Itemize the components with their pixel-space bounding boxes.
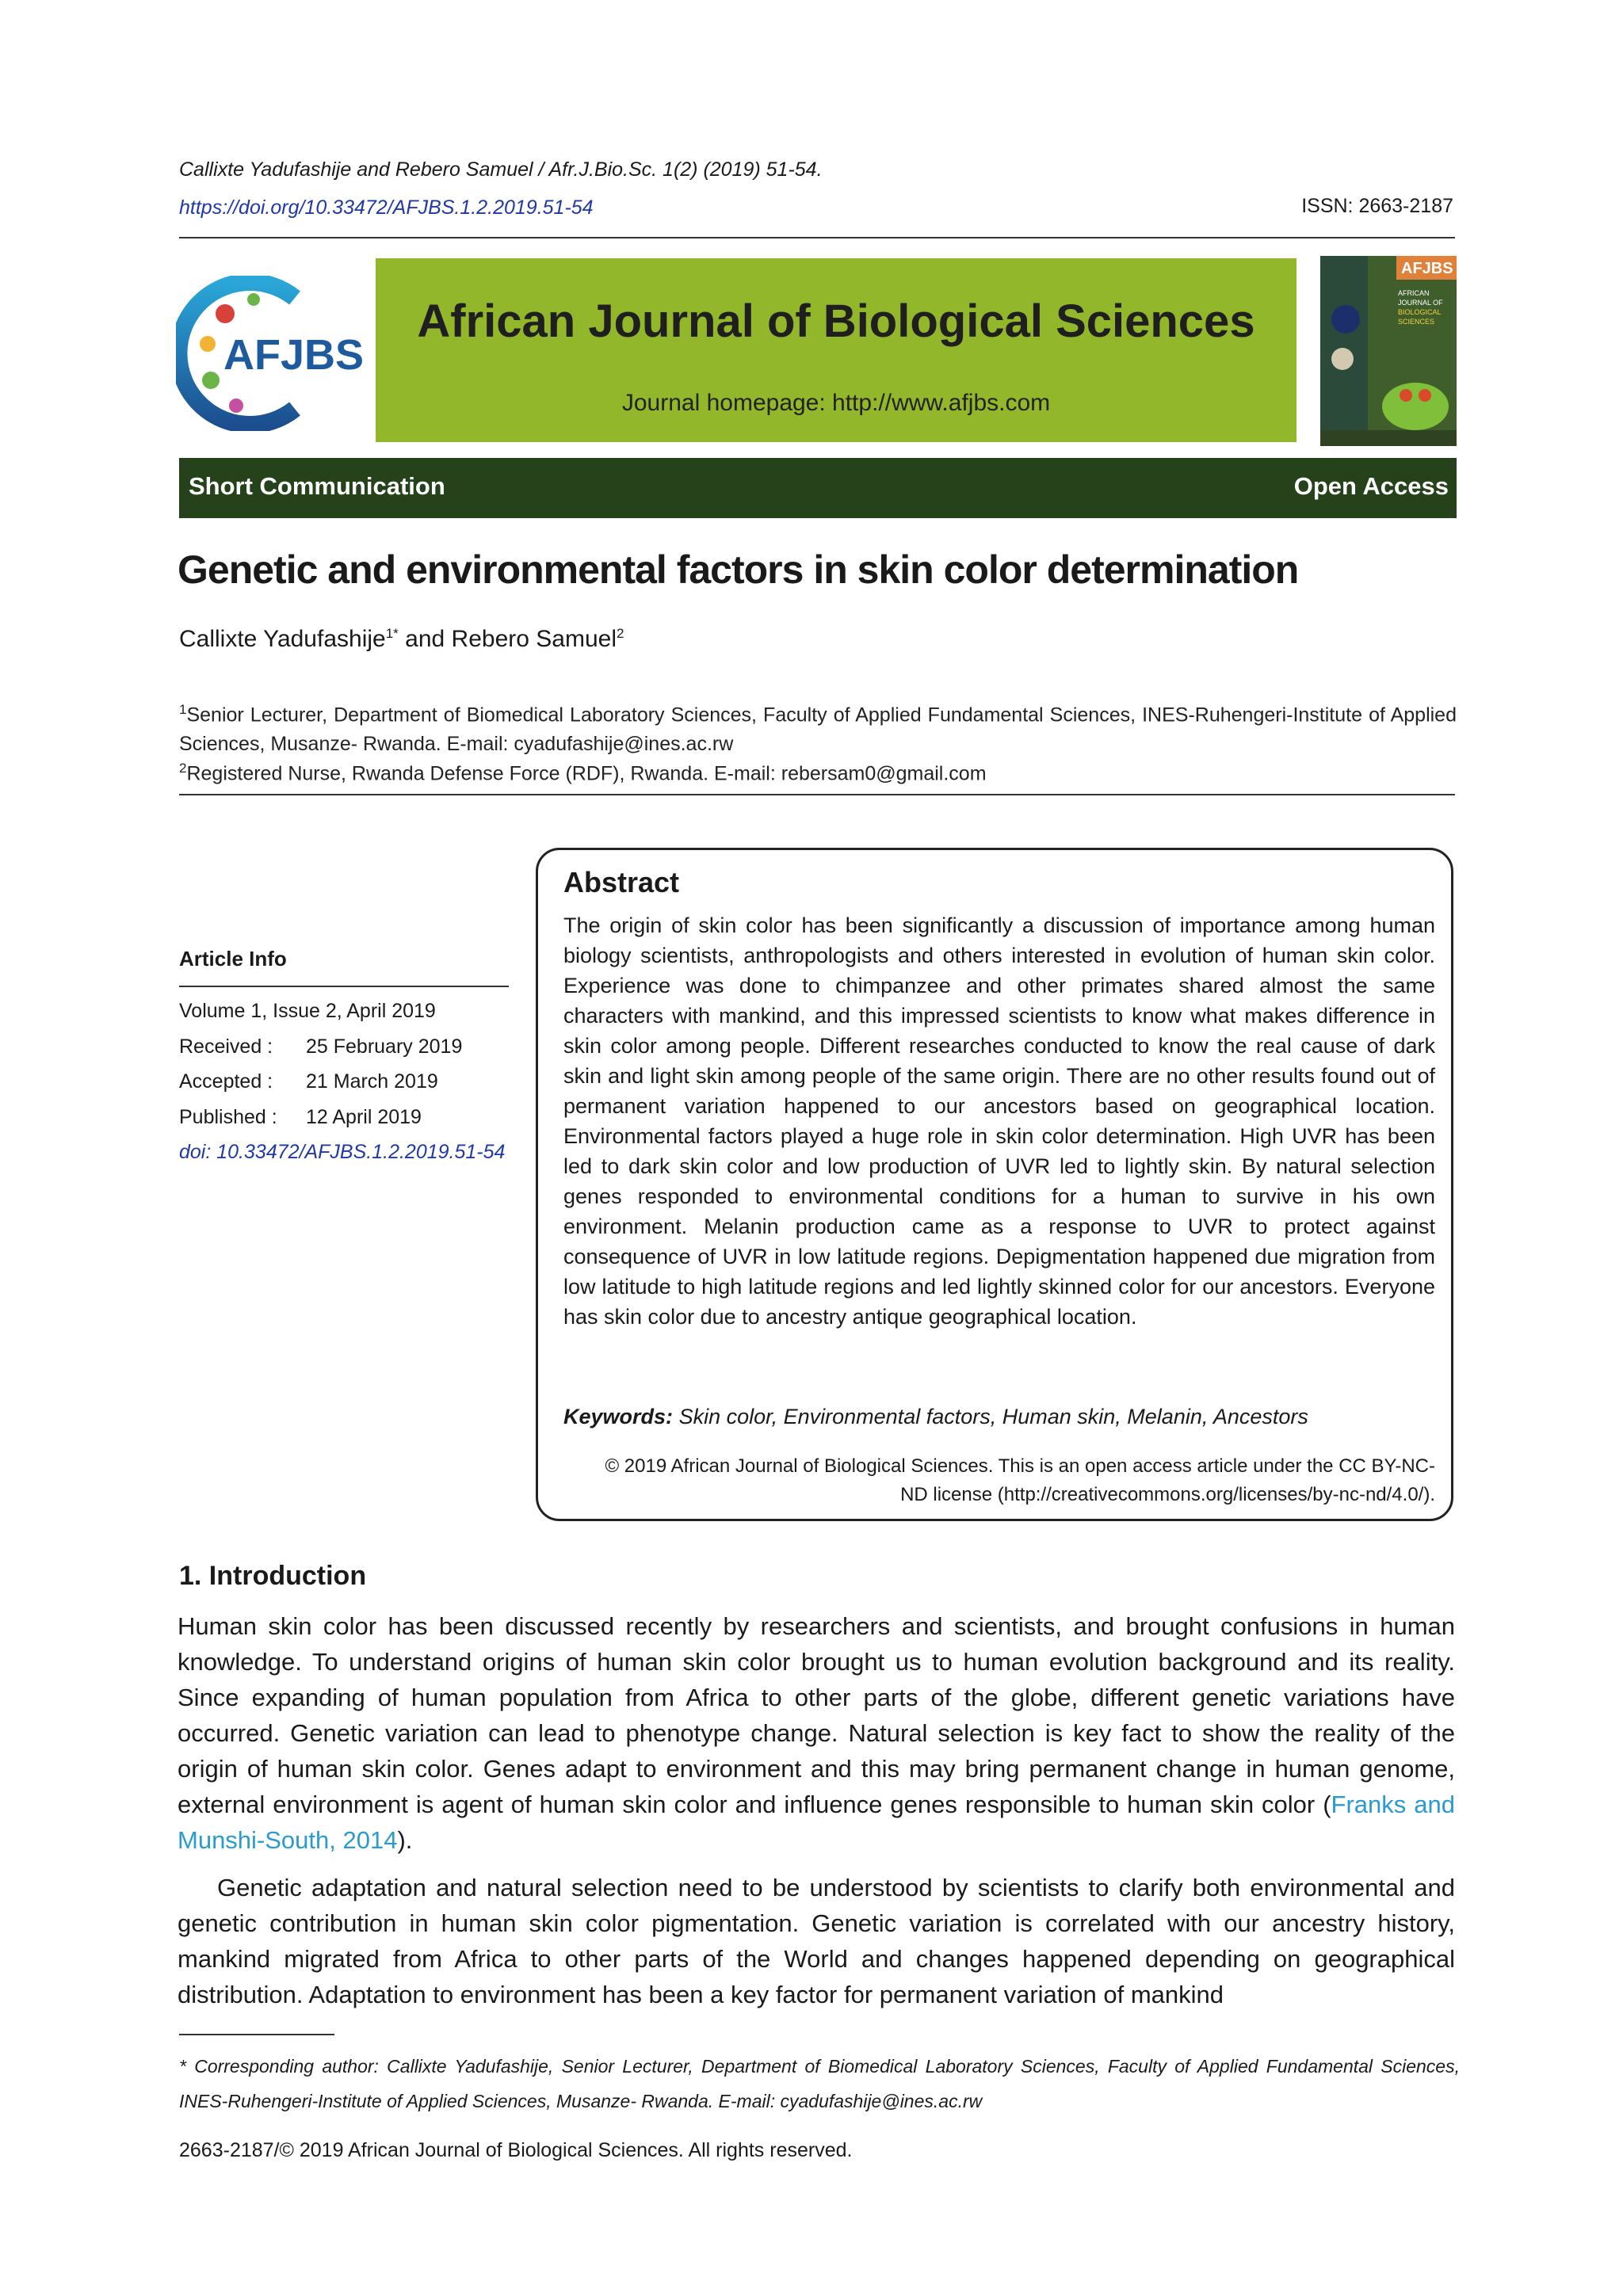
journal-banner — [376, 258, 1296, 442]
article-title: Genetic and environmental factors in skin color determination — [178, 547, 1299, 592]
affiliation — [179, 753, 1457, 788]
keywords-list: Skin color, Environmental factors, Human skin, Melanin, Ancestors — [678, 1405, 1308, 1428]
svg-text:BIOLOGICAL: BIOLOGICAL — [1398, 308, 1442, 316]
license-notice: © 2019 African Journal of Biological Sciences. This is an open access article under the CC BY-NC-ND license (http://creativecommons.org/licenses/by-nc-nd/4.0/). — [605, 1455, 1435, 1505]
author-separator: and — [398, 626, 452, 652]
issn: ISSN: 2663-2187 — [1301, 195, 1453, 217]
article-doi-link[interactable]: doi: 10.33472/AFJBS.1.2.2019.51-54 — [179, 1141, 506, 1163]
affiliation-text: Senior Lecturer, Department of Biomedical Laboratory Sciences, Faculty of Applied Fundamental Sciences, INES-Ruhengeri-Institute of Applied Sciences, Musanze- Rwanda. E-mail: cyadufashije@ines.ac.rw — [179, 704, 1457, 756]
author-affiliation-mark: 1* — [385, 626, 399, 641]
journal-homepage[interactable]: Journal homepage: http://www.afjbs.com — [621, 390, 1051, 416]
cover-image-icon — [1320, 256, 1457, 446]
keywords-label: Keywords: — [563, 1405, 674, 1428]
published-date — [179, 1106, 422, 1129]
author-name: Rebero Samuel — [451, 626, 617, 652]
header-rule — [179, 237, 1455, 238]
published-value: 12 April 2019 — [306, 1106, 422, 1128]
received-value: 25 February 2019 — [306, 1035, 463, 1058]
paragraph-text: Human skin color has been discussed recently by researchers and scientists, and brought confusions in human knowledge. To understand origins of human skin color brought us to human evolution background and its reality. Since expanding of human population from Africa to other parts of the globe, different genetic variations have occurred. Genetic variation can lead to phenotype change. Natural selection is key fact to show the reality of the origin of human skin color. Genes adapt to environment and this may bring permanent change in human genome, external environment is agent of human skin color and influence genes responsible to human skin color ( — [178, 1612, 1455, 1818]
accepted-date — [179, 1070, 438, 1093]
author-list — [179, 626, 624, 653]
svg-text:JOURNAL OF: JOURNAL OF — [1398, 299, 1443, 307]
corresponding-author-footnote: * Corresponding author: Callixte Yadufashije, Senior Lecturer, Department of Biomedical Laboratory Sciences, Faculty of Applied Fundamental Sciences, INES-Ruhengeri-Institute of Applied Sciences, Musanze- Rwanda. E-mail: cyadufashije@ines.ac.rw — [179, 2056, 1460, 2111]
journal-cover-thumbnail — [1320, 256, 1457, 446]
accepted-value: 21 March 2019 — [306, 1070, 438, 1093]
footnote-rule — [179, 2034, 334, 2035]
received-label: Received : — [179, 1035, 273, 1058]
received-date — [179, 1035, 462, 1058]
article-type-bar — [179, 458, 1457, 518]
svg-text:AFRICAN: AFRICAN — [1398, 289, 1430, 297]
paragraph-text: ). — [397, 1826, 413, 1854]
svg-text:AFJBS: AFJBS — [223, 331, 363, 379]
article-volume: Volume 1, Issue 2, April 2019 — [179, 1000, 436, 1022]
abstract-text: The origin of skin color has been significantly a discussion of importance among human biology scientists, anthropologists and others interested in evolution of human skin color. Experience was done to chimpanzee and other primates shared almost the same characters with mankind, and this impressed scientists to know what makes difference in skin color among people. Different researches conducted to know the real cause of dark skin and light skin among people of the same origin. There are no other results found out of permanent variation happened to our ancestors based on geographical location. Environmental factors played a huge role in skin color determination. High UVR has been led to dark skin color and low production of UVR led to lightly skin. By natural selection genes responded to environmental conditions for a human to survive in his own environment. Melanin production came as a response to UVR to protect against consequence of UVR in low latitude regions. Depigmentation happened due migration from low latitude to high latitude regions and led lightly skinned color for our ancestors. Everyone has skin color due to ancestry antique geographical location. — [563, 913, 1435, 1329]
citation-link[interactable]: Franks and Munshi-South, 2014 — [178, 1791, 1455, 1854]
accepted-label: Accepted : — [179, 1070, 273, 1093]
affiliation-mark: 2 — [179, 761, 187, 776]
svg-text:SCIENCES: SCIENCES — [1398, 318, 1435, 326]
doi-link[interactable]: https://doi.org/10.33472/AFJBS.1.2.2019.51-54 — [179, 196, 594, 219]
keywords — [563, 1405, 1435, 1429]
journal-logo — [176, 276, 363, 431]
article-info-heading: Article Info — [179, 947, 287, 971]
copyright-footer: 2663-2187/© 2019 African Journal of Biological Sciences. All rights reserved. — [179, 2139, 853, 2161]
body-paragraph: Genetic adaptation and natural selection need to be understood by scientists to clarify both environmental and genetic contribution in human skin color pigmentation. Genetic variation is correlated with our ancestry history, mankind migrated from Africa to other parts of the World and changes happened depending on geographical distribution. Adaptation to environment has been a key factor for permanent variation of mankind — [178, 1874, 1455, 2008]
abstract-box — [536, 848, 1453, 1521]
cover-label: AFJBS — [1401, 260, 1453, 277]
author-name: Callixte Yadufashije — [179, 626, 386, 652]
author-affiliation-mark: 2 — [616, 626, 624, 641]
affiliation-text: Registered Nurse, Rwanda Defense Force (RDF), Rwanda. E-mail: rebersam0@gmail.com — [186, 762, 987, 785]
section-heading-introduction: 1. Introduction — [179, 1561, 367, 1591]
affiliation-rule — [179, 794, 1455, 795]
published-label: Published : — [179, 1106, 277, 1128]
affiliation-mark: 1 — [179, 702, 187, 717]
article-info-rule — [179, 986, 509, 987]
abstract-heading: Abstract — [563, 866, 680, 898]
open-access-badge: Open Access — [1293, 472, 1449, 500]
article-type: Short Communication — [189, 472, 445, 500]
afjbs-logo-icon — [176, 276, 363, 431]
running-citation: Callixte Yadufashije and Rebero Samuel / Afr.J.Bio.Sc. 1(2) (2019) 51-54. — [179, 158, 823, 181]
journal-title: African Journal of Biological Sciences — [417, 296, 1255, 347]
body-paragraph — [178, 1608, 1455, 1858]
affiliation — [179, 695, 1457, 759]
